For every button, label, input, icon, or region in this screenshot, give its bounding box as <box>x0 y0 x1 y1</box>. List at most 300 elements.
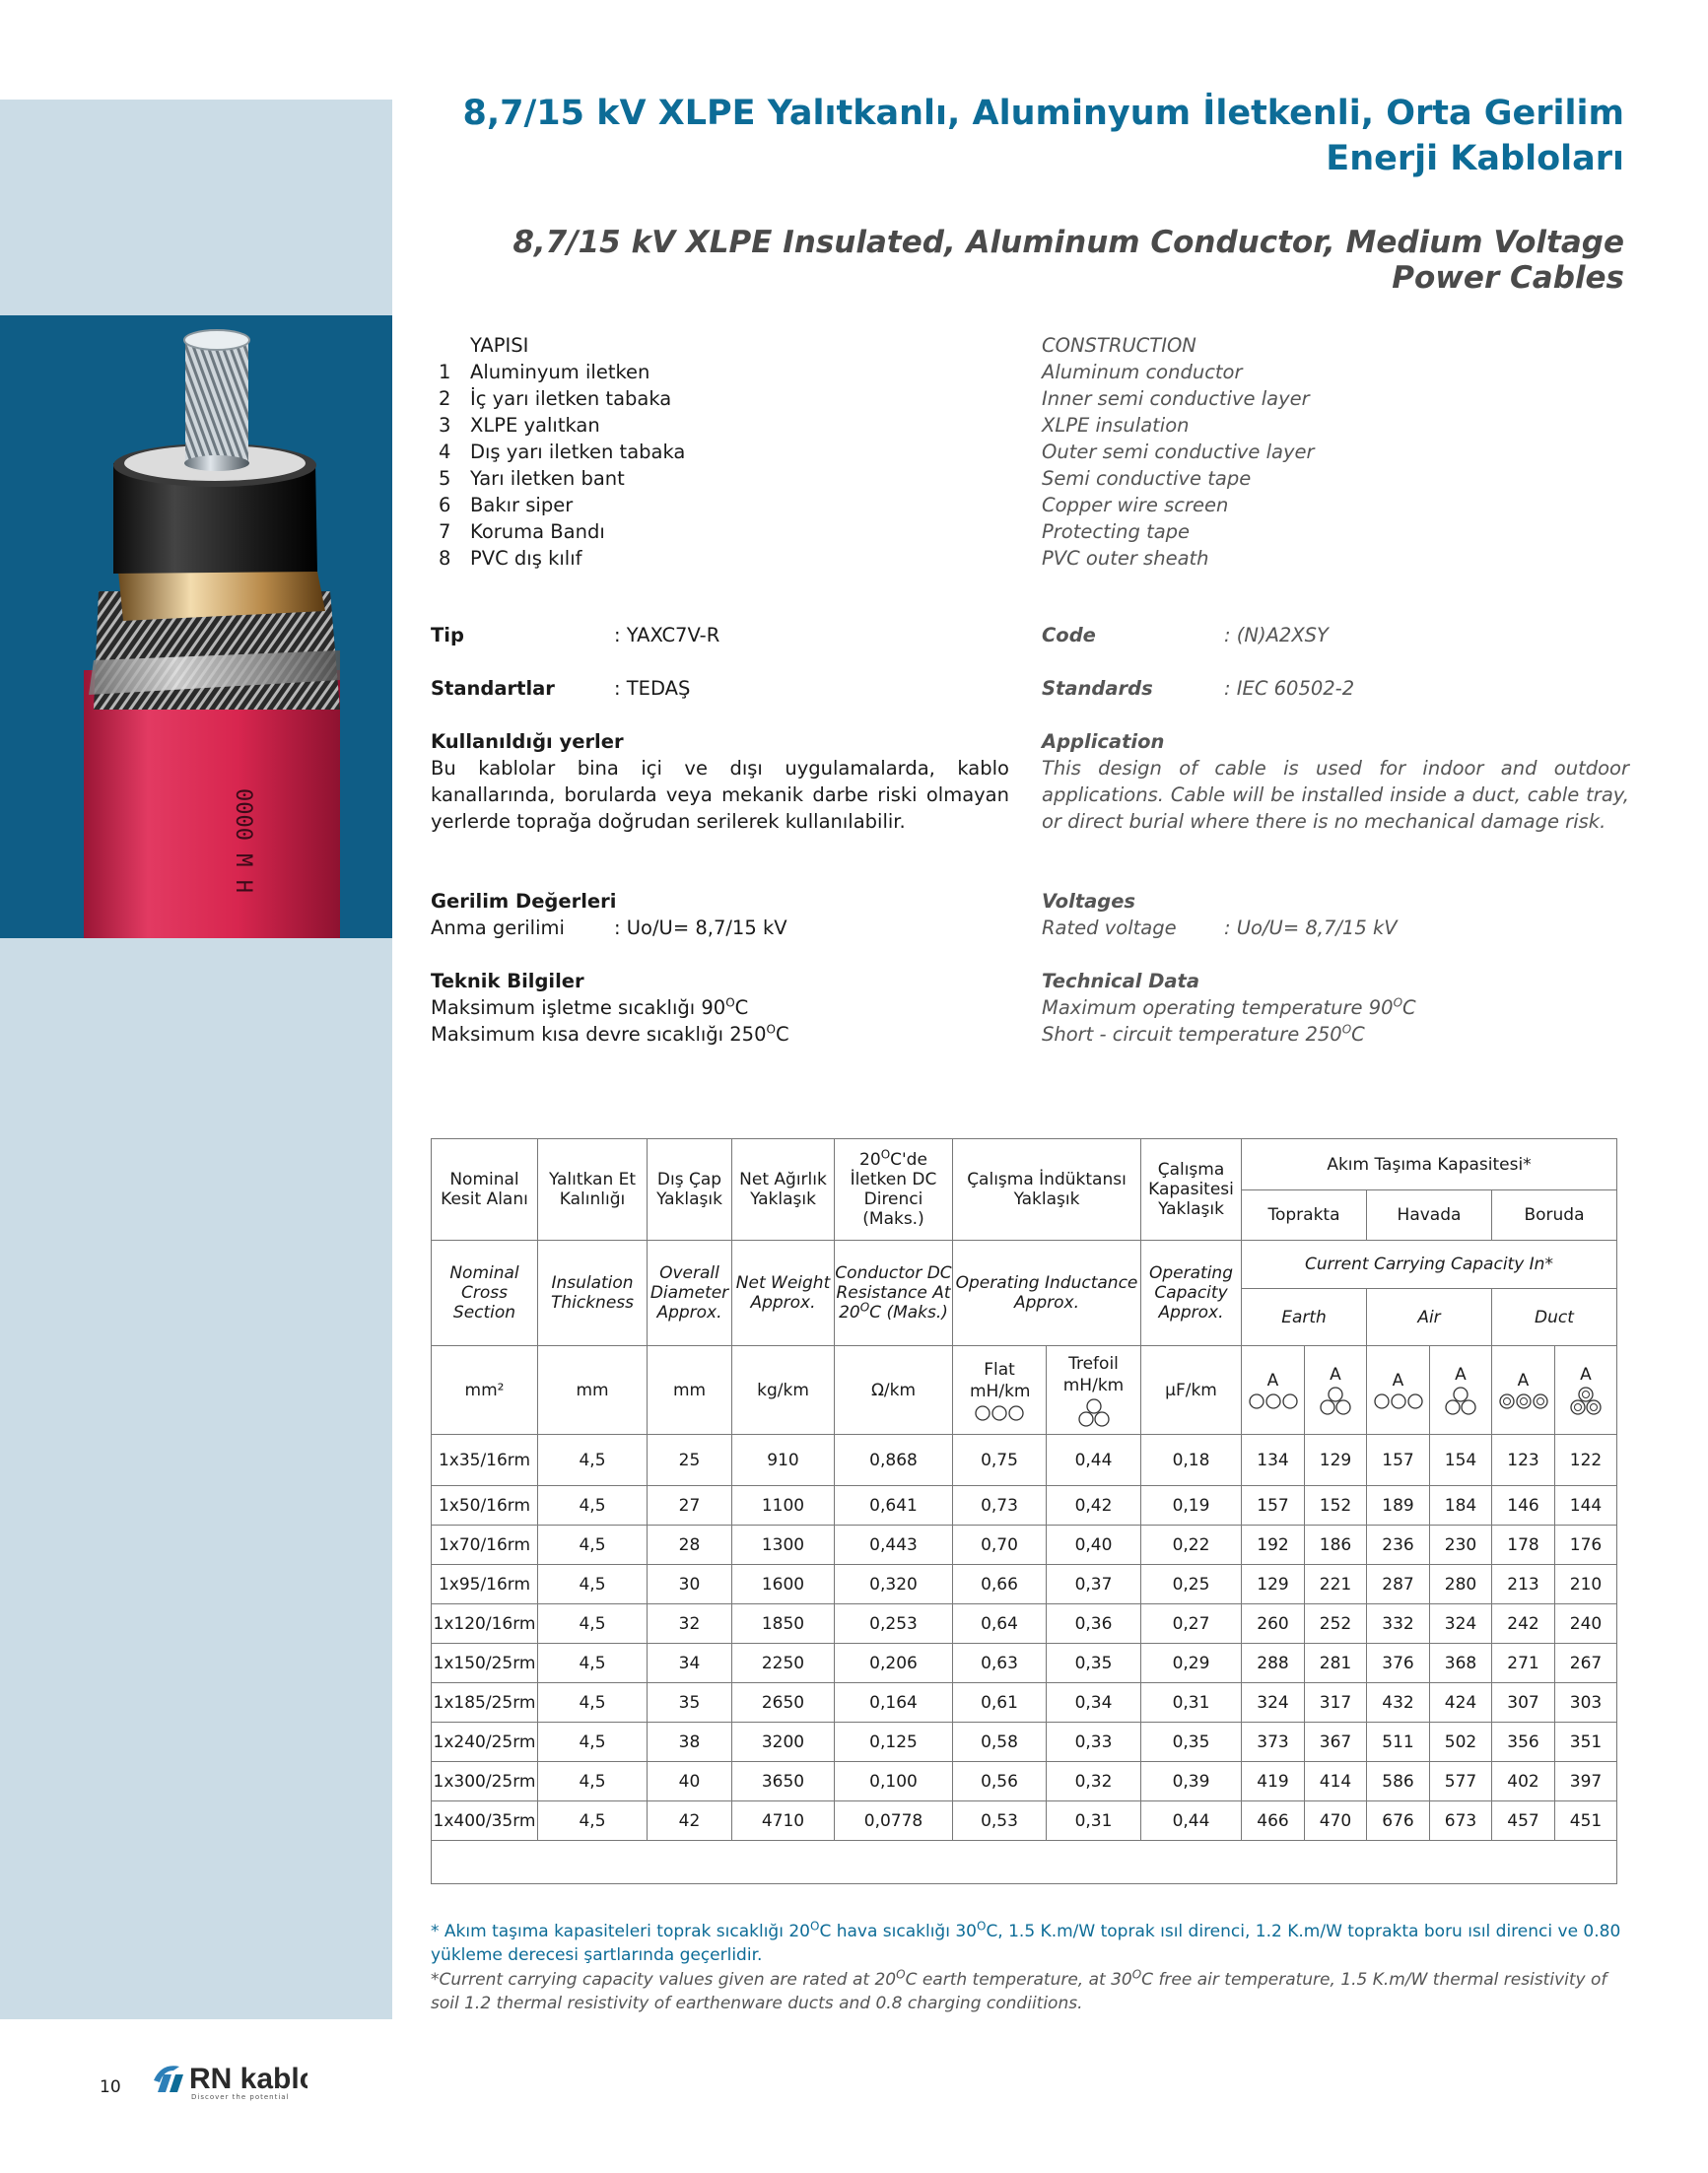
table-cell: 0,29 <box>1141 1644 1242 1683</box>
table-cell: 230 <box>1430 1526 1492 1565</box>
table-cell: 1300 <box>732 1526 835 1565</box>
table-cell: 0,34 <box>1047 1683 1141 1723</box>
table-cell: 0,443 <box>835 1526 953 1565</box>
table-cell: 176 <box>1555 1526 1617 1565</box>
table-cell: 271 <box>1492 1644 1555 1683</box>
table-cell: 577 <box>1430 1762 1492 1801</box>
col-header-part: C'de İletken DC Direnci (Maks.) <box>850 1150 937 1229</box>
item-number: 2 <box>439 387 451 410</box>
table-cell: 368 <box>1430 1644 1492 1683</box>
degree-sup: O <box>880 1147 891 1162</box>
amp-label: A <box>1580 1364 1592 1385</box>
table-cell: 3650 <box>732 1762 835 1801</box>
table-cell: 466 <box>1242 1801 1305 1841</box>
table-cell: 28 <box>648 1526 732 1565</box>
table-cell: 0,44 <box>1047 1435 1141 1486</box>
usage-text-en: This design of cable is used for indoor and outdoor applications. Cable will be installed inside a duct, cable tray, or direct burial where there is no mechanical damage risk. <box>1042 757 1629 833</box>
table-cell: 123 <box>1492 1435 1555 1486</box>
cross-section-cell: 1x400/35rm <box>432 1801 538 1841</box>
table-cell: 0,70 <box>953 1526 1047 1565</box>
table-cell: 4,5 <box>538 1526 648 1565</box>
table-cell: 0,100 <box>835 1762 953 1801</box>
item-number: 4 <box>439 441 451 463</box>
table-cell: 287 <box>1367 1565 1430 1604</box>
col-header: Dış Çap Yaklaşık <box>648 1139 732 1241</box>
table-cell: 470 <box>1305 1801 1367 1841</box>
table-cell: 0,40 <box>1047 1526 1141 1565</box>
table-cell: 25 <box>648 1435 732 1486</box>
subheader-earth-en: Earth <box>1242 1289 1367 1346</box>
table-cell: 192 <box>1242 1526 1305 1565</box>
table-row <box>432 1486 1617 1526</box>
item-label: Bakır siper <box>470 494 574 516</box>
amp-label: A <box>1455 1364 1467 1385</box>
voltage-heading-tr: Gerilim Değerleri <box>431 890 617 913</box>
footnote-part: C, 1.5 K.m/W toprak ısıl direnci, 1.2 K.m/W toprakta boru ısıl direnci ve 0.80 yükleme derecesi şartlarında geçerlidir. <box>431 1922 1621 1965</box>
table-cell: 332 <box>1367 1604 1430 1644</box>
col-header: Çalışma İndüktansı Yaklaşık <box>953 1139 1141 1241</box>
table-cell: 4,5 <box>538 1604 648 1644</box>
table-cell: 0,868 <box>835 1435 953 1486</box>
table-row <box>432 1565 1617 1604</box>
table-cell: 0,61 <box>953 1683 1047 1723</box>
subheader-air: Havada <box>1367 1190 1492 1241</box>
amp-trefoil-air <box>1430 1346 1492 1435</box>
amp-trefoil-earth <box>1305 1346 1367 1435</box>
trefoil-formation-icon <box>1076 1398 1112 1428</box>
cross-section-cell: 1x120/16rm <box>432 1604 538 1644</box>
unit-cell: mm <box>648 1346 732 1435</box>
svg-text:0000 M H: 0000 M H <box>231 788 255 893</box>
tech-line1-en <box>1042 994 1416 1021</box>
item-number: 3 <box>439 414 451 437</box>
degree-c: C <box>1351 1023 1365 1046</box>
construction-item <box>439 359 951 385</box>
units-row <box>432 1346 1617 1435</box>
usage-text-tr: Bu kablolar bina içi ve dışı uygulamalarda, kablo kanallarında, borularda veya mekanik darbe riski olmayan yerlerde toprağa doğrudan serilerek kullanılabilir. <box>431 757 1009 833</box>
table-row <box>432 1683 1617 1723</box>
header-row-en <box>432 1241 1617 1289</box>
flat-duct-formation-icon <box>1498 1392 1549 1410</box>
table-cell: 129 <box>1305 1435 1367 1486</box>
table-cell: 0,33 <box>1047 1723 1141 1762</box>
table-cell: 2250 <box>732 1644 835 1683</box>
table-cell: 0,53 <box>953 1801 1047 1841</box>
table-cell: 178 <box>1492 1526 1555 1565</box>
unit-cell: kg/km <box>732 1346 835 1435</box>
table-cell: 42 <box>648 1801 732 1841</box>
col-header-en: Net Weight Approx. <box>732 1241 835 1346</box>
table-cell: 38 <box>648 1723 732 1762</box>
table-cell: 144 <box>1555 1486 1617 1526</box>
table-cell: 32 <box>648 1604 732 1644</box>
table-cell: 236 <box>1367 1526 1430 1565</box>
degree-sup: O <box>766 1022 776 1037</box>
table-cell: 0,73 <box>953 1486 1047 1526</box>
table-cell: 0,35 <box>1141 1723 1242 1762</box>
subheader-air-en: Air <box>1367 1289 1492 1346</box>
table-row <box>432 1435 1617 1486</box>
rn-kablo-logo-icon <box>150 2055 307 2102</box>
table-cell: 0,63 <box>953 1644 1047 1683</box>
construction-item-en: PVC outer sheath <box>1042 547 1209 570</box>
table-cell: 4,5 <box>538 1801 648 1841</box>
cross-section-cell: 1x150/25rm <box>432 1644 538 1683</box>
table-cell: 367 <box>1305 1723 1367 1762</box>
table-cell: 0,18 <box>1141 1435 1242 1486</box>
table-cell: 288 <box>1242 1644 1305 1683</box>
tech-line1-tr <box>431 994 748 1021</box>
footnote-part: *Current carrying capacity values given are rated at 20 <box>431 1970 897 1990</box>
unit-cell-trefoil <box>1047 1346 1141 1435</box>
table-cell: 0,35 <box>1047 1644 1141 1683</box>
construction-item <box>439 385 951 412</box>
table-cell: 129 <box>1242 1565 1305 1604</box>
table-cell: 34 <box>648 1644 732 1683</box>
unit-cell: µF/km <box>1141 1346 1242 1435</box>
table-cell: 4,5 <box>538 1435 648 1486</box>
table-cell: 451 <box>1555 1801 1617 1841</box>
type-label-tr: Tip <box>431 624 464 646</box>
degree-sup: O <box>1131 1967 1142 1982</box>
table-cell: 3200 <box>732 1723 835 1762</box>
degree-sup: O <box>976 1919 987 1934</box>
table-body <box>432 1435 1617 1884</box>
amp-label: A <box>1266 1370 1279 1391</box>
tech-line1-tr-text: Maksimum işletme sıcaklığı 90 <box>431 996 726 1019</box>
tech-line2-tr-text: Maksimum kısa devre sıcaklığı 250 <box>431 1023 767 1046</box>
construction-item-en: Semi conductive tape <box>1042 467 1252 490</box>
degree-sup: O <box>1341 1022 1352 1037</box>
table-cell: 432 <box>1367 1683 1430 1723</box>
cross-section-cell: 1x185/25rm <box>432 1683 538 1723</box>
table-cell: 4,5 <box>538 1486 648 1526</box>
cross-section-cell: 1x70/16rm <box>432 1526 538 1565</box>
table-cell: 210 <box>1555 1565 1617 1604</box>
col-header-group: Akım Taşıma Kapasitesi* <box>1242 1139 1617 1190</box>
table-cell: 4710 <box>732 1801 835 1841</box>
amp-label: A <box>1330 1364 1341 1385</box>
footnote-part: C earth temperature, at 30 <box>905 1970 1132 1990</box>
unit-cell: mm² <box>432 1346 538 1435</box>
table-cell: 213 <box>1492 1565 1555 1604</box>
table-cell: 154 <box>1430 1435 1492 1486</box>
table-row <box>432 1604 1617 1644</box>
cable-photo <box>0 315 392 938</box>
table-cell: 252 <box>1305 1604 1367 1644</box>
table-cell: 27 <box>648 1486 732 1526</box>
construction-item <box>439 412 951 439</box>
table-cell: 0,27 <box>1141 1604 1242 1644</box>
degree-c: C <box>1402 996 1416 1019</box>
footnote-tr <box>431 1920 1628 1967</box>
table-row <box>432 1723 1617 1762</box>
amp-flat-earth <box>1242 1346 1305 1435</box>
degree-sup: O <box>859 1300 870 1315</box>
table-cell: 0,31 <box>1141 1683 1242 1723</box>
table-cell: 280 <box>1430 1565 1492 1604</box>
amp-label: A <box>1392 1370 1404 1391</box>
cross-section-cell: 1x95/16rm <box>432 1565 538 1604</box>
flat-formation-icon <box>1373 1392 1424 1410</box>
subheader-earth: Toprakta <box>1242 1190 1367 1241</box>
col-header: Yalıtkan Et Kalınlığı <box>538 1139 648 1241</box>
table-cell: 189 <box>1367 1486 1430 1526</box>
table-cell: 0,206 <box>835 1644 953 1683</box>
construction-heading-en: CONSTRUCTION <box>1042 334 1196 357</box>
table-cell: 303 <box>1555 1683 1617 1723</box>
voltage-value-en: : Uo/U= 8,7/15 kV <box>1224 917 1398 939</box>
unit-cell-flat <box>953 1346 1047 1435</box>
table-cell: 0,0778 <box>835 1801 953 1841</box>
voltage-heading-en: Voltages <box>1042 890 1136 913</box>
table-cell: 0,36 <box>1047 1604 1141 1644</box>
table-cell: 1100 <box>732 1486 835 1526</box>
degree-c: C <box>775 1023 789 1046</box>
item-number: 8 <box>439 547 451 570</box>
table-cell: 0,22 <box>1141 1526 1242 1565</box>
table-cell: 0,58 <box>953 1723 1047 1762</box>
usage-heading-en: Application <box>1042 730 1165 753</box>
col-header-en: Operating Inductance Approx. <box>953 1241 1141 1346</box>
col-header-en: Overall Diameter Approx. <box>648 1241 732 1346</box>
table-cell: 376 <box>1367 1644 1430 1683</box>
construction-list-tr <box>439 332 951 572</box>
construction-item <box>439 518 951 545</box>
flat-formation-icon <box>1248 1392 1299 1410</box>
table-cell: 317 <box>1305 1683 1367 1723</box>
item-label: PVC dış kılıf <box>470 547 582 570</box>
table-cell: 184 <box>1430 1486 1492 1526</box>
table-cell: 910 <box>732 1435 835 1486</box>
col-header-part: 20 <box>859 1150 881 1170</box>
degree-sup: O <box>896 1967 906 1982</box>
construction-item-en: Outer semi conductive layer <box>1042 441 1315 463</box>
item-label: Yarı iletken bant <box>470 467 625 490</box>
footnote-part: C hava sıcaklığı 30 <box>819 1922 977 1941</box>
col-header-group-en: Current Carrying Capacity In* <box>1242 1241 1617 1289</box>
col-header <box>835 1139 953 1241</box>
degree-c: C <box>734 996 749 1019</box>
table-cell: 0,164 <box>835 1683 953 1723</box>
item-number: 7 <box>439 520 451 543</box>
construction-item-en: XLPE insulation <box>1042 414 1190 437</box>
col-header-part: C (Maks.) <box>869 1303 948 1323</box>
construction-item <box>439 492 951 518</box>
construction-item-en: Inner semi conductive layer <box>1042 387 1310 410</box>
table-cell: 2650 <box>732 1683 835 1723</box>
table-cell: 424 <box>1430 1683 1492 1723</box>
table-cell: 414 <box>1305 1762 1367 1801</box>
table-cell: 502 <box>1430 1723 1492 1762</box>
construction-item-en: Aluminum conductor <box>1042 361 1243 383</box>
degree-sup: O <box>1393 995 1403 1010</box>
col-header: Net Ağırlık Yaklaşık <box>732 1139 835 1241</box>
table-cell: 4,5 <box>538 1762 648 1801</box>
table-cell: 122 <box>1555 1435 1617 1486</box>
table-cell: 511 <box>1367 1723 1430 1762</box>
trefoil-duct-formation-icon <box>1568 1387 1604 1416</box>
table-cell: 40 <box>648 1762 732 1801</box>
item-number: 1 <box>439 361 451 383</box>
table-cell: 324 <box>1242 1683 1305 1723</box>
unit-cell: Ω/km <box>835 1346 953 1435</box>
table-cell: 0,32 <box>1047 1762 1141 1801</box>
table-cell: 0,75 <box>953 1435 1047 1486</box>
table-cell: 0,64 <box>953 1604 1047 1644</box>
amp-flat-air <box>1367 1346 1430 1435</box>
col-header: Çalışma Kapasitesi Yaklaşık <box>1141 1139 1242 1241</box>
tech-heading-tr: Teknik Bilgiler <box>431 970 584 992</box>
item-number: 5 <box>439 467 451 490</box>
table-cell: 240 <box>1555 1604 1617 1644</box>
table-cell: 242 <box>1492 1604 1555 1644</box>
item-label: Dış yarı iletken tabaka <box>470 441 686 463</box>
table-cell: 0,253 <box>835 1604 953 1644</box>
construction-heading-tr: YAPISI <box>470 334 529 357</box>
title-tr-line1: 8,7/15 kV XLPE Yalıtkanlı, Aluminyum İletkenli, Orta Gerilim <box>462 94 1624 133</box>
table-row <box>432 1526 1617 1565</box>
table-cell: 260 <box>1242 1604 1305 1644</box>
col-header-en: Nominal Cross Section <box>432 1241 538 1346</box>
construction-item <box>439 545 951 572</box>
item-label: Aluminyum iletken <box>470 361 650 383</box>
construction-item <box>439 465 951 492</box>
table-cell: 0,31 <box>1047 1801 1141 1841</box>
item-label: Koruma Bandı <box>470 520 605 543</box>
unit-flat-label: Flat mH/km <box>970 1359 1031 1401</box>
unit-trefoil-label: Trefoil mH/km <box>1062 1353 1125 1395</box>
table-cell: 4,5 <box>538 1683 648 1723</box>
voltage-label-tr: Anma gerilimi <box>431 917 565 939</box>
table-cell: 676 <box>1367 1801 1430 1841</box>
table-cell: 0,25 <box>1141 1565 1242 1604</box>
col-header-en: Operating Capacity Approx. <box>1141 1241 1242 1346</box>
table-cell: 307 <box>1492 1683 1555 1723</box>
tech-heading-en: Technical Data <box>1042 970 1200 992</box>
amp-trefoil-duct <box>1555 1346 1617 1435</box>
table-cell: 0,39 <box>1141 1762 1242 1801</box>
table-cell: 0,42 <box>1047 1486 1141 1526</box>
table-cell: 4,5 <box>538 1644 648 1683</box>
construction-list-en <box>1042 332 1633 572</box>
standards-value-tr: : TEDAŞ <box>614 677 691 700</box>
table-cell: 157 <box>1367 1435 1430 1486</box>
usage-heading-tr: Kullanıldığı yerler <box>431 730 624 753</box>
table-cell: 35 <box>648 1683 732 1723</box>
table-cell: 146 <box>1492 1486 1555 1526</box>
table-cell: 0,320 <box>835 1565 953 1604</box>
item-label: İç yarı iletken tabaka <box>470 387 672 410</box>
company-logo <box>150 2055 307 2102</box>
logo-text: RN kablo <box>189 2063 307 2095</box>
cross-section-cell: 1x300/25rm <box>432 1762 538 1801</box>
degree-sup: O <box>809 1919 820 1934</box>
table-cell: 134 <box>1242 1435 1305 1486</box>
page-title-tr <box>442 91 1624 181</box>
tech-line1-en-text: Maximum operating temperature 90 <box>1042 996 1394 1019</box>
cross-section-cell: 1x35/16rm <box>432 1435 538 1486</box>
type-value-tr: : YAXC7V-R <box>614 624 720 646</box>
table-cell: 0,44 <box>1141 1801 1242 1841</box>
table-cell: 30 <box>648 1565 732 1604</box>
table-cell: 152 <box>1305 1486 1367 1526</box>
table-cell: 351 <box>1555 1723 1617 1762</box>
construction-item-en: Copper wire screen <box>1042 494 1229 516</box>
table-cell: 373 <box>1242 1723 1305 1762</box>
table-cell: 221 <box>1305 1565 1367 1604</box>
table-cell: 673 <box>1430 1801 1492 1841</box>
col-header-en <box>835 1241 953 1346</box>
table-cell: 402 <box>1492 1762 1555 1801</box>
cross-section-cell: 1x50/16rm <box>432 1486 538 1526</box>
trefoil-formation-icon <box>1318 1387 1353 1416</box>
table-cell: 186 <box>1305 1526 1367 1565</box>
voltage-value-tr: : Uo/U= 8,7/15 kV <box>614 917 787 939</box>
col-header-part: Conductor DC Resistance At 20 <box>835 1263 952 1323</box>
tech-line2-en <box>1042 1021 1365 1048</box>
standards-label-en: Standards <box>1042 677 1153 700</box>
trefoil-formation-icon <box>1443 1387 1478 1416</box>
tech-line2-tr <box>431 1021 789 1048</box>
table-cell: 586 <box>1367 1762 1430 1801</box>
table-cell: 1600 <box>732 1565 835 1604</box>
table-cell: 0,37 <box>1047 1565 1141 1604</box>
page-title-en: 8,7/15 kV XLPE Insulated, Aluminum Conductor, Medium Voltage Power Cables <box>512 225 1624 296</box>
construction-item-en: Protecting tape <box>1042 520 1191 543</box>
table-cell: 397 <box>1555 1762 1617 1801</box>
type-label-en: Code <box>1042 624 1096 646</box>
table-cell: 1850 <box>732 1604 835 1644</box>
col-header-en: Insulation Thickness <box>538 1241 648 1346</box>
table-cell: 0,125 <box>835 1723 953 1762</box>
table-cell: 0,641 <box>835 1486 953 1526</box>
item-label: XLPE yalıtkan <box>470 414 600 437</box>
amp-label: A <box>1517 1370 1530 1391</box>
subheader-duct-en: Duct <box>1492 1289 1617 1346</box>
table-padding-row <box>432 1841 1617 1884</box>
table-cell: 356 <box>1492 1723 1555 1762</box>
table-cell: 0,66 <box>953 1565 1047 1604</box>
cross-section-cell: 1x240/25rm <box>432 1723 538 1762</box>
logo-tagline: Discover the potential <box>191 2093 290 2101</box>
standards-label-tr: Standartlar <box>431 677 555 700</box>
table-cell: 0,19 <box>1141 1486 1242 1526</box>
table-cell: 157 <box>1242 1486 1305 1526</box>
flat-formation-icon <box>974 1404 1025 1422</box>
table-cell: 457 <box>1492 1801 1555 1841</box>
tech-line2-en-text: Short - circuit temperature 250 <box>1042 1023 1342 1046</box>
construction-item <box>439 439 951 465</box>
table-cell: 267 <box>1555 1644 1617 1683</box>
degree-sup: O <box>725 995 735 1010</box>
table-row <box>432 1762 1617 1801</box>
footnote-en <box>431 1968 1628 2015</box>
table-cell: 0,56 <box>953 1762 1047 1801</box>
subheader-duct: Boruda <box>1492 1190 1617 1241</box>
table-padding-cell <box>432 1841 1617 1884</box>
table-cell: 419 <box>1242 1762 1305 1801</box>
table-cell: 4,5 <box>538 1723 648 1762</box>
header-row-tr <box>432 1139 1617 1190</box>
table-cell: 281 <box>1305 1644 1367 1683</box>
table-cell: 4,5 <box>538 1565 648 1604</box>
cable-illustration <box>0 315 392 938</box>
table-row <box>432 1801 1617 1841</box>
col-header: Nominal Kesit Alanı <box>432 1139 538 1241</box>
footnote-part: * Akım taşıma kapasiteleri toprak sıcaklığı 20 <box>431 1922 810 1941</box>
voltage-label-en: Rated voltage <box>1042 917 1177 939</box>
